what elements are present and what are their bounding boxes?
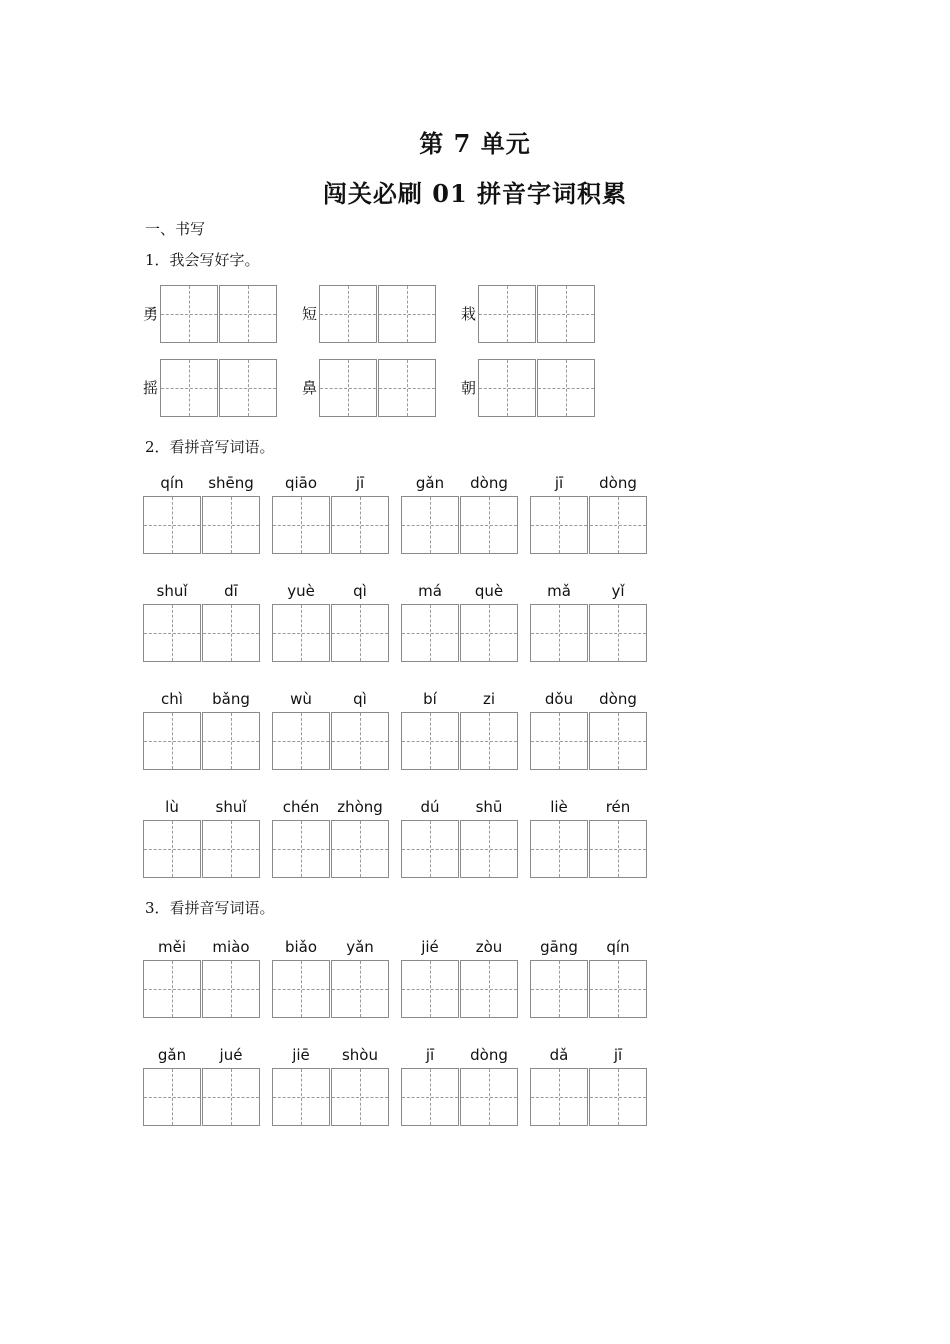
pinyin-label: gāng: [540, 938, 578, 956]
model-character: 鼻: [302, 379, 318, 397]
writing-box[interactable]: [589, 712, 647, 770]
writing-box[interactable]: [530, 960, 588, 1018]
writing-box[interactable]: [143, 820, 201, 878]
writing-box[interactable]: [202, 496, 260, 554]
writing-box[interactable]: [378, 359, 436, 417]
pinyin-label: jī: [554, 474, 564, 492]
pinyin-label: dú: [420, 798, 440, 816]
pinyin-label: wù: [290, 690, 312, 708]
pinyin-label: biǎo: [284, 938, 318, 956]
writing-box[interactable]: [331, 604, 389, 662]
writing-box[interactable]: [537, 359, 595, 417]
writing-box[interactable]: [272, 604, 330, 662]
writing-box[interactable]: [143, 1068, 201, 1126]
writing-box[interactable]: [401, 820, 459, 878]
pinyin-label: dǎ: [549, 1046, 569, 1064]
pinyin-label: jié: [421, 938, 439, 956]
pinyin-label: shuǐ: [156, 582, 188, 600]
writing-box[interactable]: [589, 496, 647, 554]
pinyin-label: dòng: [470, 1046, 508, 1064]
writing-box[interactable]: [401, 960, 459, 1018]
writing-box[interactable]: [202, 604, 260, 662]
writing-box[interactable]: [202, 1068, 260, 1126]
writing-box[interactable]: [202, 960, 260, 1018]
pinyin-label: chén: [282, 798, 320, 816]
writing-box[interactable]: [589, 604, 647, 662]
writing-box[interactable]: [331, 496, 389, 554]
writing-box[interactable]: [530, 712, 588, 770]
writing-box[interactable]: [530, 604, 588, 662]
model-character: 朝: [461, 379, 477, 397]
writing-box[interactable]: [272, 1068, 330, 1126]
pinyin-label: jī: [355, 474, 365, 492]
model-character: 短: [302, 305, 318, 323]
writing-box[interactable]: [460, 496, 518, 554]
writing-box[interactable]: [589, 820, 647, 878]
pinyin-label: měi: [157, 938, 186, 956]
pinyin-label: shēng: [208, 474, 254, 492]
writing-box[interactable]: [331, 820, 389, 878]
writing-box[interactable]: [143, 960, 201, 1018]
pinyin-label: yǎn: [346, 938, 374, 956]
writing-box[interactable]: [272, 496, 330, 554]
writing-box[interactable]: [537, 285, 595, 343]
pinyin-label: chì: [161, 690, 183, 708]
writing-box[interactable]: [401, 712, 459, 770]
pinyin-label: lù: [165, 798, 179, 816]
pinyin-label: mǎ: [547, 582, 571, 600]
writing-box[interactable]: [202, 712, 260, 770]
writing-box[interactable]: [219, 285, 277, 343]
writing-box[interactable]: [378, 285, 436, 343]
pinyin-label: qì: [353, 690, 367, 708]
writing-box[interactable]: [160, 359, 218, 417]
pinyin-label: shòu: [341, 1046, 378, 1064]
q1-label: 1．我会写好字。: [145, 251, 260, 269]
pinyin-label: dī: [224, 582, 238, 600]
writing-box[interactable]: [272, 712, 330, 770]
writing-box[interactable]: [530, 496, 588, 554]
pinyin-label: zi: [482, 690, 496, 708]
writing-box[interactable]: [272, 820, 330, 878]
page-title: 闯关必刷 01 拼音字词积累: [322, 179, 628, 208]
writing-box[interactable]: [272, 960, 330, 1018]
model-character: 摇: [143, 379, 159, 397]
writing-box[interactable]: [401, 1068, 459, 1126]
section-heading: 一、书写: [145, 220, 206, 238]
pinyin-label: dǒu: [544, 690, 574, 708]
model-character: 栽: [461, 305, 477, 323]
pinyin-label: shuǐ: [215, 798, 247, 816]
unit-title: 第 7 单元: [419, 129, 531, 158]
pinyin-label: jī: [613, 1046, 623, 1064]
writing-box[interactable]: [530, 820, 588, 878]
writing-box[interactable]: [401, 496, 459, 554]
writing-box[interactable]: [478, 285, 536, 343]
writing-box[interactable]: [319, 359, 377, 417]
pinyin-label: qì: [353, 582, 367, 600]
pinyin-label: zòu: [475, 938, 503, 956]
pinyin-label: má: [418, 582, 442, 600]
pinyin-label: rén: [605, 798, 631, 816]
writing-box[interactable]: [331, 1068, 389, 1126]
writing-box[interactable]: [143, 496, 201, 554]
writing-box[interactable]: [460, 712, 518, 770]
pinyin-label: yuè: [287, 582, 315, 600]
pinyin-label: qín: [160, 474, 184, 492]
writing-box[interactable]: [460, 604, 518, 662]
writing-box[interactable]: [460, 820, 518, 878]
writing-box[interactable]: [331, 712, 389, 770]
writing-box[interactable]: [143, 712, 201, 770]
pinyin-label: shū: [475, 798, 503, 816]
pinyin-label: yǐ: [611, 582, 625, 600]
pinyin-label: dòng: [470, 474, 508, 492]
writing-box[interactable]: [319, 285, 377, 343]
model-character: 勇: [143, 305, 159, 323]
pinyin-label: jué: [219, 1046, 243, 1064]
writing-box[interactable]: [460, 960, 518, 1018]
writing-box[interactable]: [143, 604, 201, 662]
pinyin-label: jiē: [292, 1046, 310, 1064]
pinyin-label: què: [474, 582, 504, 600]
pinyin-label: miào: [212, 938, 250, 956]
pinyin-label: dòng: [599, 690, 637, 708]
pinyin-label: bí: [423, 690, 437, 708]
q3-label: 3．看拼音写词语。: [145, 899, 275, 917]
writing-box[interactable]: [589, 1068, 647, 1126]
writing-box[interactable]: [202, 820, 260, 878]
pinyin-label: qín: [606, 938, 630, 956]
writing-box[interactable]: [460, 1068, 518, 1126]
pinyin-label: zhòng: [337, 798, 383, 816]
pinyin-label: liè: [550, 798, 568, 816]
writing-box[interactable]: [331, 960, 389, 1018]
writing-box[interactable]: [401, 604, 459, 662]
pinyin-label: qiāo: [284, 474, 318, 492]
pinyin-label: jī: [425, 1046, 435, 1064]
pinyin-label: dòng: [599, 474, 637, 492]
pinyin-label: bǎng: [212, 690, 250, 708]
writing-box[interactable]: [219, 359, 277, 417]
writing-box[interactable]: [589, 960, 647, 1018]
pinyin-label: gǎn: [157, 1046, 187, 1064]
q2-label: 2．看拼音写词语。: [145, 438, 275, 456]
writing-box[interactable]: [530, 1068, 588, 1126]
writing-box[interactable]: [160, 285, 218, 343]
pinyin-label: gǎn: [415, 474, 445, 492]
writing-box[interactable]: [478, 359, 536, 417]
